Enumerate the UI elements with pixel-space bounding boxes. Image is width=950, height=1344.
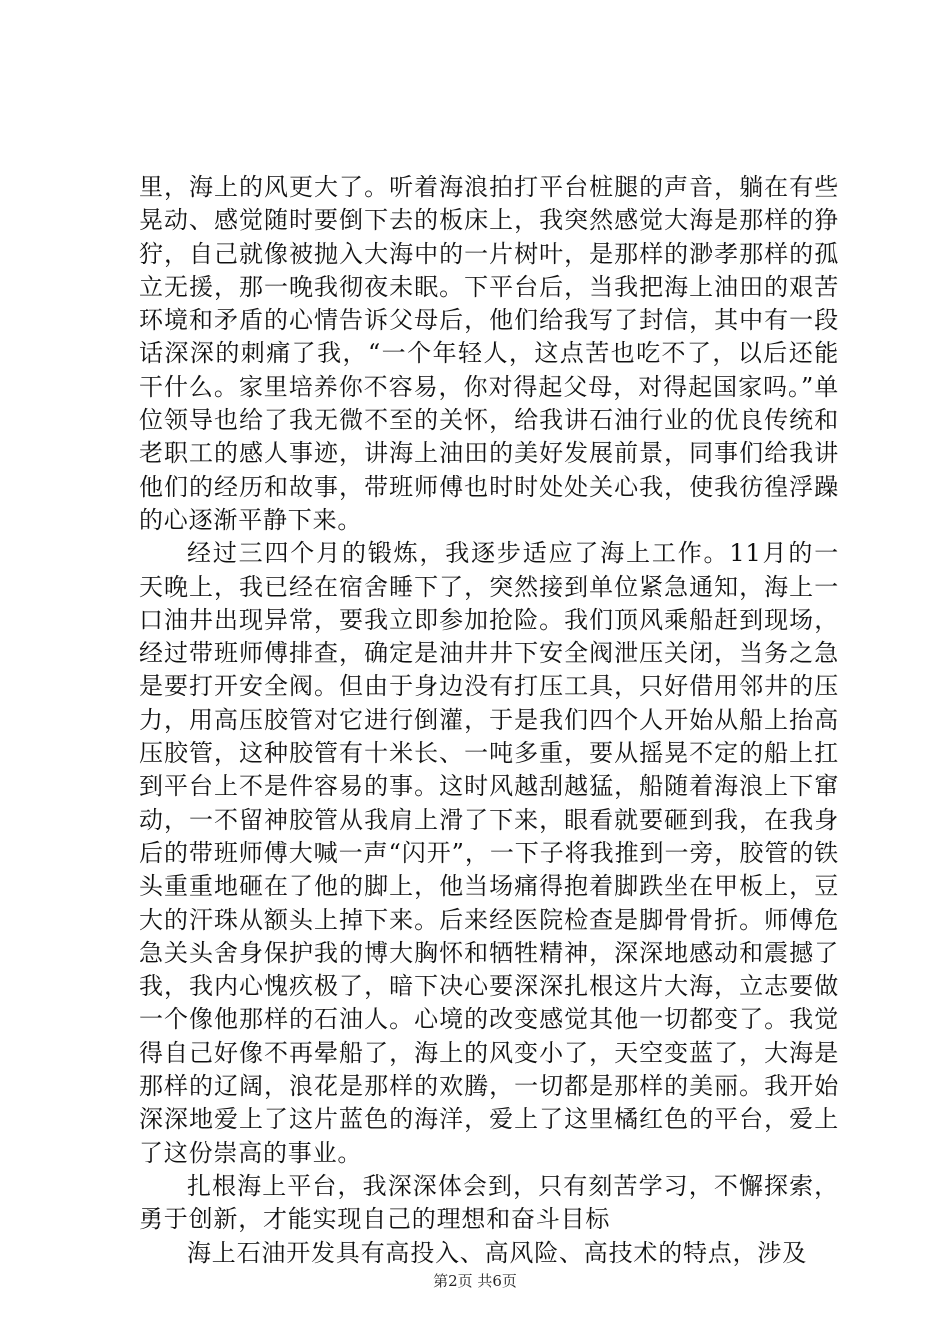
paragraph-section-heading: 扎根海上平台，我深深体会到，只有刻苦学习，不懈探索，勇于创新，才能实现自己的理想和奋斗目标 xyxy=(139,1171,839,1234)
paragraph-offshore-oil: 海上石油开发具有高投入、高风险、高技术的特点，涉及 xyxy=(187,1238,807,1267)
paragraph-rescue-story: 经过三四个月的锻炼，我逐步适应了海上工作。11月的一天晚上，我已经在宿舍睡下了，突然接到单位紧急通知，海上一口油井出现异常，要我立即参加抢险。我们顶风乘船赶到现场，经过带班师傅排查，确定是油井井下安全阀泄压关闭，当务之急是要打开安全阀。但由于身边没有打压工具，只好借用邻井的压力，用高压胶管对它进行倒灌，于是我们四个人开始从船上抬高压胶管，这种胶管有十米长、一吨多重，要从摇晃不定的船上扛到平台上不是件容易的事。这时风越刮越猛，船随着海浪上下窜动，一不留神胶管从我肩上滑了下来，眼看就要砸到我，在我身后的带班师傅大喊一声“闪开”，一下子将我推到一旁，胶管的铁头重重地砸在了他的脚上，他当场痛得抱着脚跌坐在甲板上，豆大的汗珠从额头上掉下来。后来经医院检查是脚骨骨折。师傅危急关头舍身保护我的博大胸怀和牺牲精神，深深地感动和震撼了我，我内心愧疚极了，暗下决心要深深扎根这片大海，立志要做一个像他那样的石油人。心境的改变感觉其他一切都变了。我觉得自己好像不再晕船了，海上的风变小了，天空变蓝了，大海是那样的辽阔，浪花是那样的欢腾，一切都是那样的美丽。我开始深深地爱上了这片蓝色的海洋，爱上了这里橘红色的平台，爱上了这份崇高的事业。 xyxy=(139,539,839,1167)
document-body xyxy=(139,171,839,1270)
paragraph-continued: 里，海上的风更大了。听着海浪拍打平台桩腿的声音，躺在有些晃动、感觉随时要倒下去的板床上，我突然感觉大海是那样的狰狞，自己就像被抛入大海中的一片树叶，是那样的渺孝那样的孤立无援，那一晚我彻夜未眠。下平台后，当我把海上油田的艰苦环境和矛盾的心情告诉父母后，他们给我写了封信，其中有一段话深深的刺痛了我，“一个年轻人，这点苦也吃不了，以后还能干什么。家里培养你不容易，你对得起父母，对得起国家吗。”单位领导也给了我无微不至的关怀，给我讲石油行业的优良传统和老职工的感人事迹，讲海上油田的美好发展前景，同事们给我讲他们的经历和故事，带班师傅也时时处处关心我，使我彷徨浮躁的心逐渐平静下来。 xyxy=(139,173,839,534)
page-number-footer: 第2页 共6页 xyxy=(433,1272,517,1290)
